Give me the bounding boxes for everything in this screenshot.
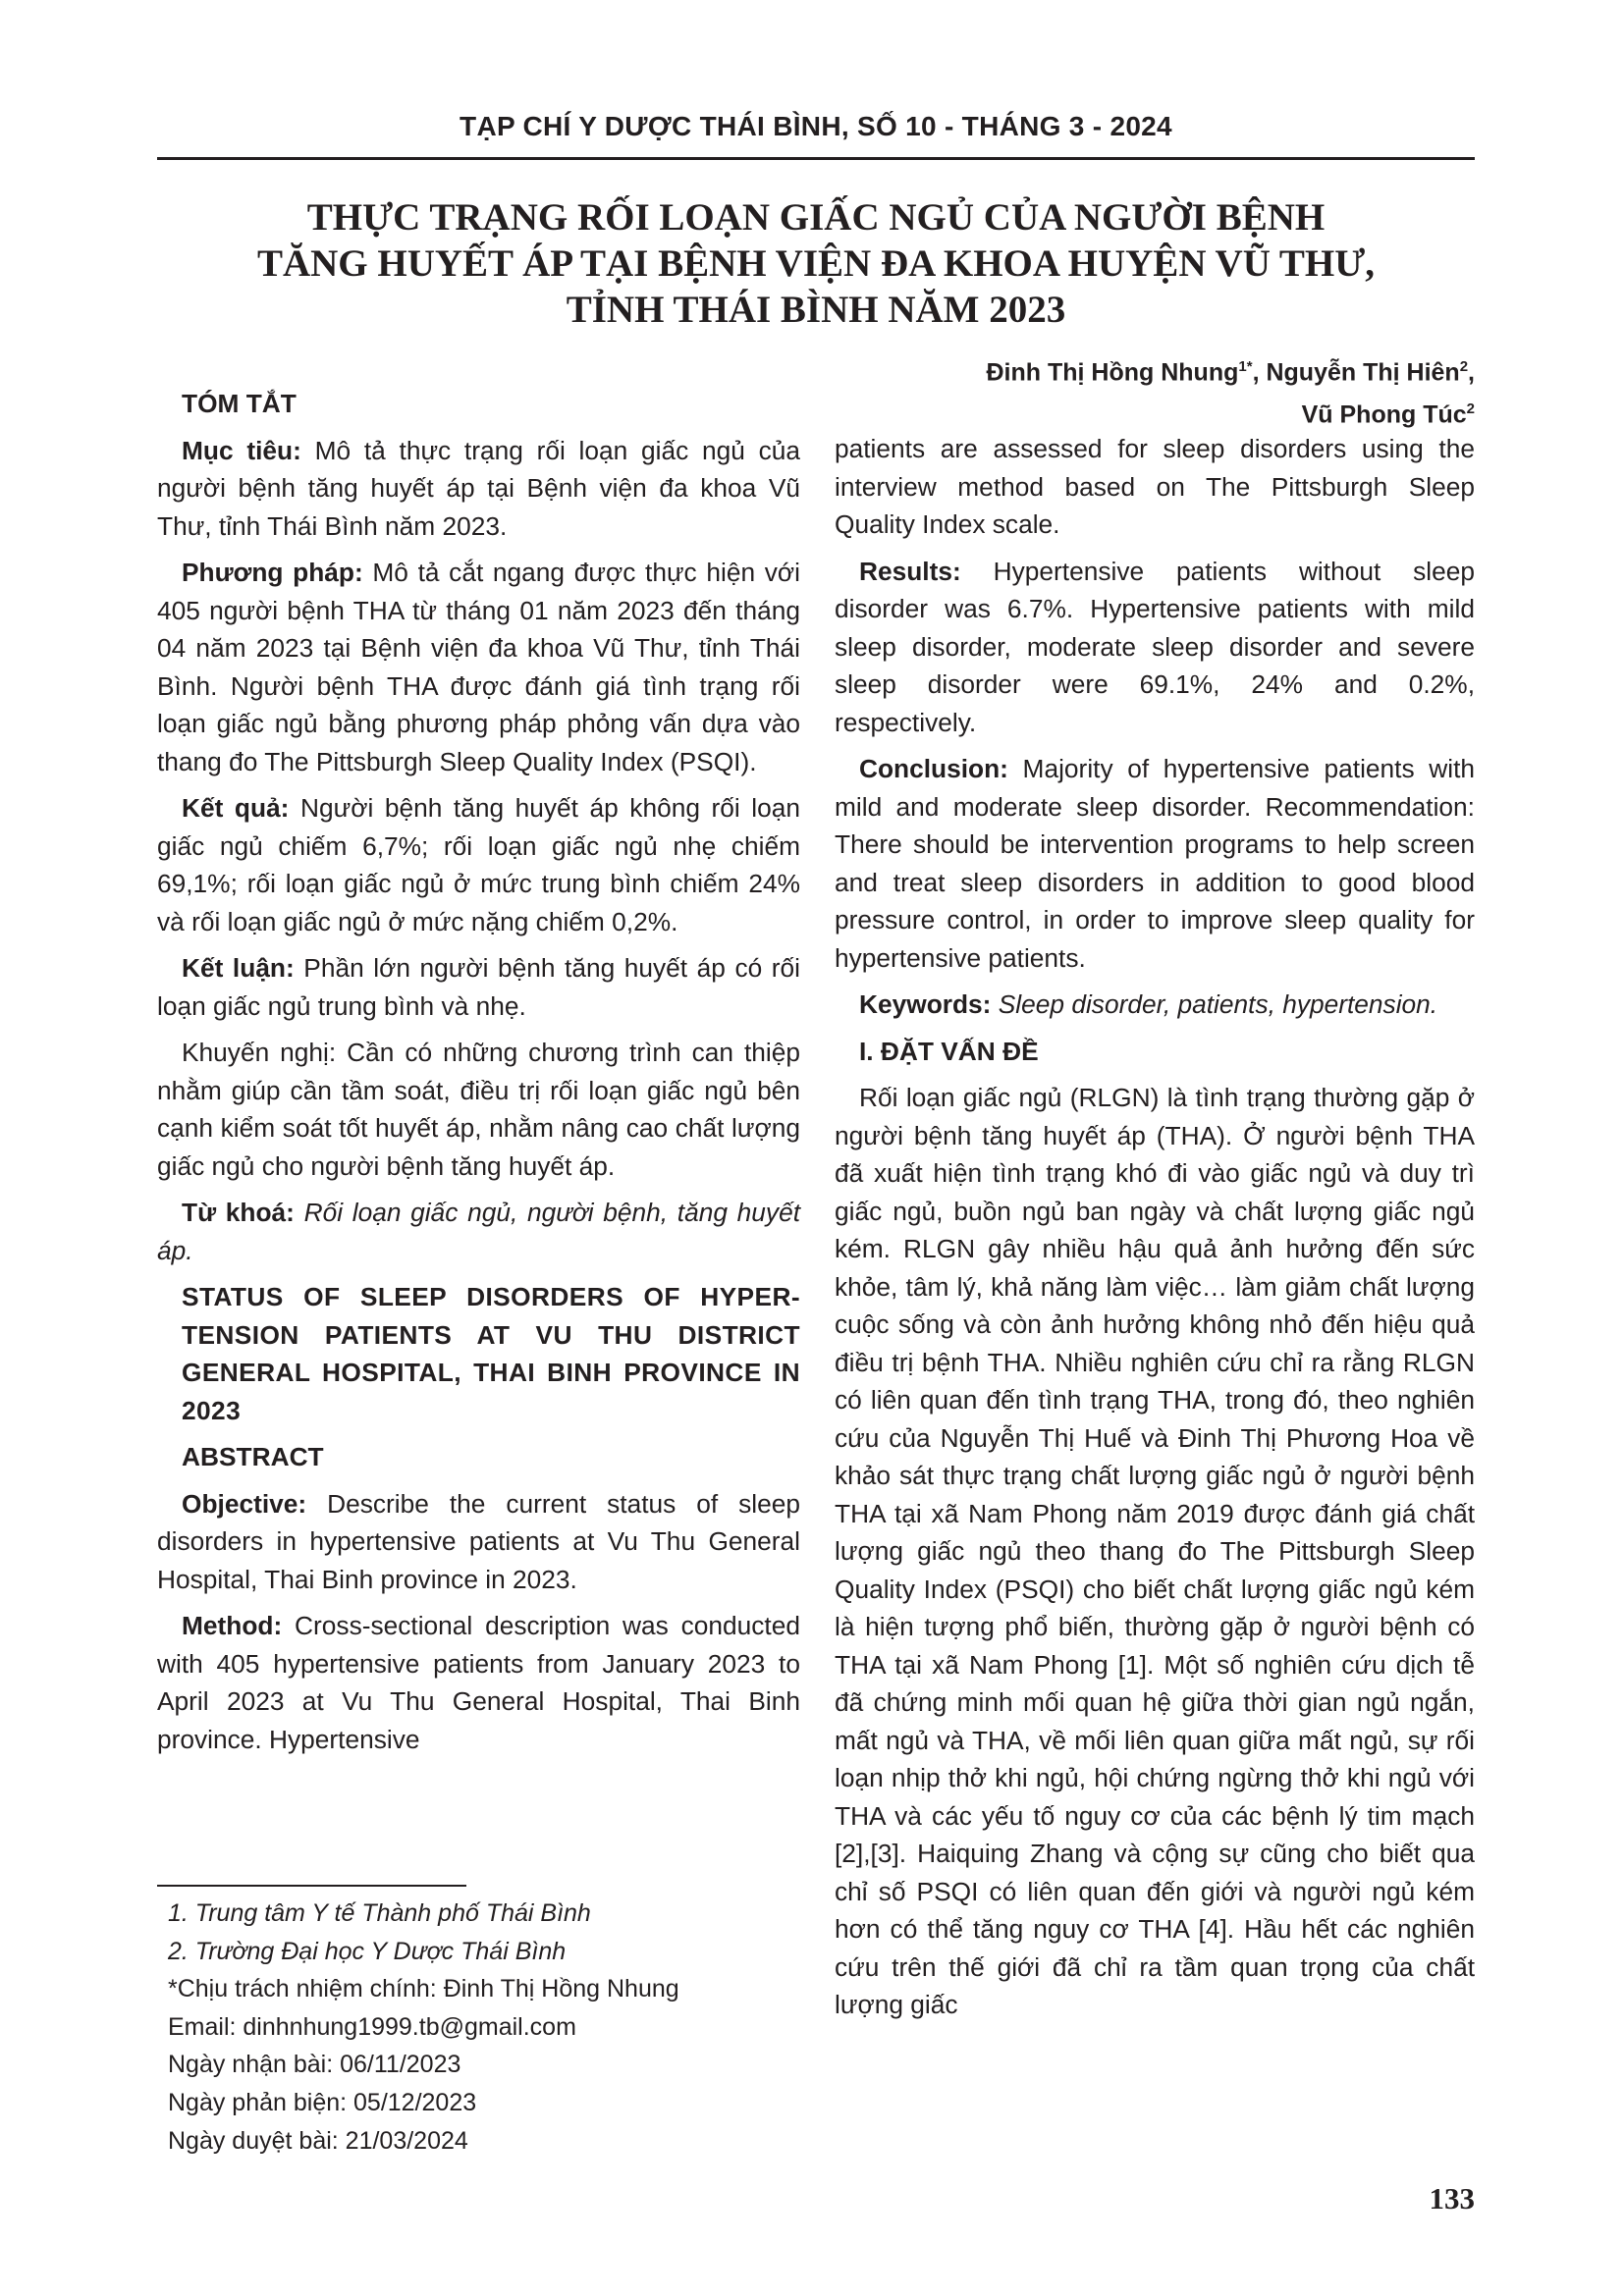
vn-objective-paragraph	[157, 432, 800, 546]
vn-keywords-label: Từ khoá:	[182, 1198, 295, 1227]
en-method-continued: patients are assessed for sleep disorders using the interview method based on The Pittsburgh Sleep Quality Index scale.	[835, 434, 1475, 539]
en-conclusion-text: Majority of hypertensive patients with mild and moderate sleep disorder. Recommendation: There should be intervention programs to help screen and treat sleep disorders in addition to good blood pressure control, in order to improve sleep quality for hypertensive patients.	[835, 754, 1475, 973]
vn-results-label: Kết quả:	[182, 793, 290, 823]
header-rule	[157, 157, 1475, 160]
vn-conclusion-label: Kết luận:	[182, 953, 295, 983]
author-name: Đinh Thị Hồng Nhung	[986, 358, 1239, 387]
authors-line-1: Đinh Thị Hồng Nhung$^{1*}$, Nguyễn Thị Hiên$^2$,	[986, 358, 1475, 387]
date-reviewed: Ngày phản biện: 05/12/2023	[168, 2088, 477, 2116]
en-method-label: Method:	[182, 1611, 283, 1640]
en-conclusion-paragraph	[835, 750, 1475, 977]
author-name: Nguyễn Thị Hiên	[1266, 358, 1460, 387]
vn-keywords-text: Rối loạn giấc ngủ, người bệnh, tăng huyết áp.	[157, 1198, 800, 1265]
vn-results-text: Người bệnh tăng huyết áp không rối loạn giấc ngủ chiếm 6,7%; rối loạn giấc ngủ nhẹ chiếm 69,1%; rối loạn giấc ngủ ở mức trung bình chiếm 24% và rối loạn giấc ngủ ở mức nặng chiếm 0,2%.	[157, 793, 800, 936]
footnote-rule	[157, 1885, 466, 1887]
page-number: 133	[1429, 2181, 1475, 2216]
en-abstract-heading: ABSTRACT	[182, 1442, 324, 1471]
date-received: Ngày nhận bài: 06/11/2023	[168, 2051, 461, 2079]
title-line-3: TỈNH THÁI BÌNH NĂM 2023	[566, 289, 1066, 331]
footnotes	[168, 1895, 796, 2160]
en-keywords-paragraph	[835, 986, 1475, 1024]
date-accepted: Ngày duyệt bài: 21/03/2024	[168, 2126, 468, 2155]
vn-abstract-heading: TÓM TẮT	[182, 389, 297, 418]
vn-keywords-paragraph	[157, 1194, 800, 1269]
affiliation-1: 1. Trung tâm Y tế Thành phố Thái Bình	[168, 1899, 591, 1927]
vn-method-paragraph	[157, 554, 800, 780]
en-keywords-label: Keywords:	[859, 989, 992, 1019]
en-conclusion-label: Conclusion:	[859, 754, 1008, 783]
vn-conclusion-paragraph	[157, 949, 800, 1025]
author-affiliation-mark: 2	[1466, 400, 1475, 418]
en-method-paragraph	[157, 1607, 800, 1758]
vn-results-paragraph	[157, 789, 800, 940]
en-results-label: Results:	[859, 556, 961, 586]
journal-header: TẠP CHÍ Y DƯỢC THÁI BÌNH, SỐ 10 - THÁNG 3 - 2024	[460, 111, 1172, 141]
en-results-text: Hypertensive patients without sleep disorder was 6.7%. Hypertensive patients with mild sleep disorder, moderate sleep disorder and severe sleep disorder were 69.1%, 24% and 0.2%, respectively.	[835, 556, 1475, 737]
author-affiliation-mark: 1*	[1238, 358, 1253, 375]
affiliation-2: 2. Trường Đại học Y Dược Thái Bình	[168, 1937, 567, 1965]
en-article-title: STATUS OF SLEEP DISORDERS OF HYPER-TENSION PATIENTS AT VU THU DISTRICT GENERAL HOSPITAL, THAI BINH PROVINCE IN 2023	[182, 1282, 800, 1425]
title-line-2: TĂNG HUYẾT ÁP TẠI BỆNH VIỆN ĐA KHOA HUYỆN VŨ THƯ,	[256, 242, 1376, 285]
vn-method-text: Mô tả cắt ngang được thực hiện với 405 người bệnh THA từ tháng 01 năm 2023 đến tháng 04 năm 2023 tại Bệnh viện đa khoa Vũ Thư, tỉnh Thái Bình. Người bệnh THA được đánh giá tình trạng rối loạn giấc ngủ bằng phương pháp phỏng vấn dựa vào thang đo The Pittsburgh Sleep Quality Index (PSQI).	[157, 558, 800, 776]
en-objective-paragraph	[157, 1485, 800, 1599]
en-objective-text: Describe the current status of sleep disorders in hypertensive patients at Vu Thu General Hospital, Thai Binh province in 2023.	[157, 1488, 800, 1594]
intro-paragraph: Rối loạn giấc ngủ (RLGN) là tình trạng thường gặp ở người bệnh tăng huyết áp (THA). Ở người bệnh THA đã xuất hiện tình trạng khó đi vào giấc ngủ và duy trì giấc ngủ, buồn ngủ ban ngày và chất lượng giấc ngủ kém. RLGN gây nhiều hậu quả ảnh hưởng đến sức khỏe, tâm lý, khả năng làm việc… làm giảm chất lượng cuộc sống và còn ảnh hưởng không nhỏ đến hiệu quả điều trị bệnh THA. Nhiều nghiên cứu chỉ ra rằng RLGN có liên quan đến tình trạng THA, trong đó, theo nghiên cứu của Nguyễn Thị Huế và Đinh Thị Phương Hoa về khảo sát thực trạng chất lượng giấc ngủ ở người bệnh THA tại xã Nam Phong năm 2019 được đánh giá chất lượng giấc ngủ theo thang đo The Pittsburgh Sleep Quality Index (PSQI) cho biết chất lượng giấc ngủ kém là hiện tượng phổ biến, thường gặp ở người bệnh có THA tại xã Nam Phong [1]. Một số nghiên cứu dịch tễ đã chứng minh mối quan hệ giữa thời gian ngủ ngắn, mất ngủ và THA, về mối liên quan giữa mất ngủ, sự rối loạn nhịp thở khi ngủ, hội chứng ngừng thở khi ngủ với THA và các yếu tố nguy cơ của các bệnh lý tim mạch [2],[3]. Haiquing Zhang và cộng sự cũng cho biết qua chỉ số PSQI có liên quan đến giới và người ngủ kém hơn có thể tăng nguy cơ THA [4]. Hầu hết các nghiên cứu trên thế giới đã chỉ ra tầm quan trọng của chất lượng giấc	[835, 1083, 1475, 2019]
en-keywords-text: Sleep disorder, patients, hypertension.	[991, 989, 1438, 1019]
email: Email: dinhnhung1999.tb@gmail.com	[168, 2012, 576, 2041]
vn-conclusion-text: Phần lớn người bệnh tăng huyết áp có rối loạn giấc ngủ trung bình và nhẹ.	[157, 953, 800, 1021]
authors-line-2	[833, 391, 1475, 433]
vn-recommendation-paragraph: Khuyến nghị: Cần có những chương trình can thiệp nhằm giúp cần tầm soát, điều trị rối loạn giấc ngủ bên cạnh kiểm soát tốt huyết áp, nhằm nâng cao chất lượng giấc ngủ cho người bệnh tăng huyết áp.	[157, 1038, 800, 1181]
right-column	[835, 430, 1475, 2033]
article-title	[157, 194, 1475, 333]
author-affiliation-mark: 2	[1459, 358, 1469, 375]
author-name: Vũ Phong Túc	[1301, 400, 1467, 429]
corresponding-author: *Chịu trách nhiệm chính: Đinh Thị Hồng Nhung	[168, 1975, 679, 2003]
vn-method-label: Phương pháp:	[182, 558, 363, 587]
en-objective-label: Objective:	[182, 1488, 307, 1519]
en-method-text: Cross-sectional description was conducted with 405 hypertensive patients from January 2023 to April 2023 at Vu Thu General Hospital, Thai Binh province. Hypertensive	[157, 1611, 800, 1754]
vn-objective-label: Mục tiêu:	[182, 435, 301, 465]
title-line-1: THỰC TRẠNG RỐI LOẠN GIẤC NGỦ CỦA NGƯỜI BỆNH	[306, 196, 1326, 239]
author-list	[833, 348, 1475, 434]
en-results-paragraph	[835, 553, 1475, 742]
left-column	[157, 385, 800, 1767]
vn-objective-text: Mô tả thực trạng rối loạn giấc ngủ của người bệnh tăng huyết áp tại Bệnh viện đa khoa Vũ Thư, tỉnh Thái Bình năm 2023.	[157, 435, 800, 541]
intro-heading: I. ĐẶT VẤN ĐỀ	[859, 1036, 1039, 1066]
